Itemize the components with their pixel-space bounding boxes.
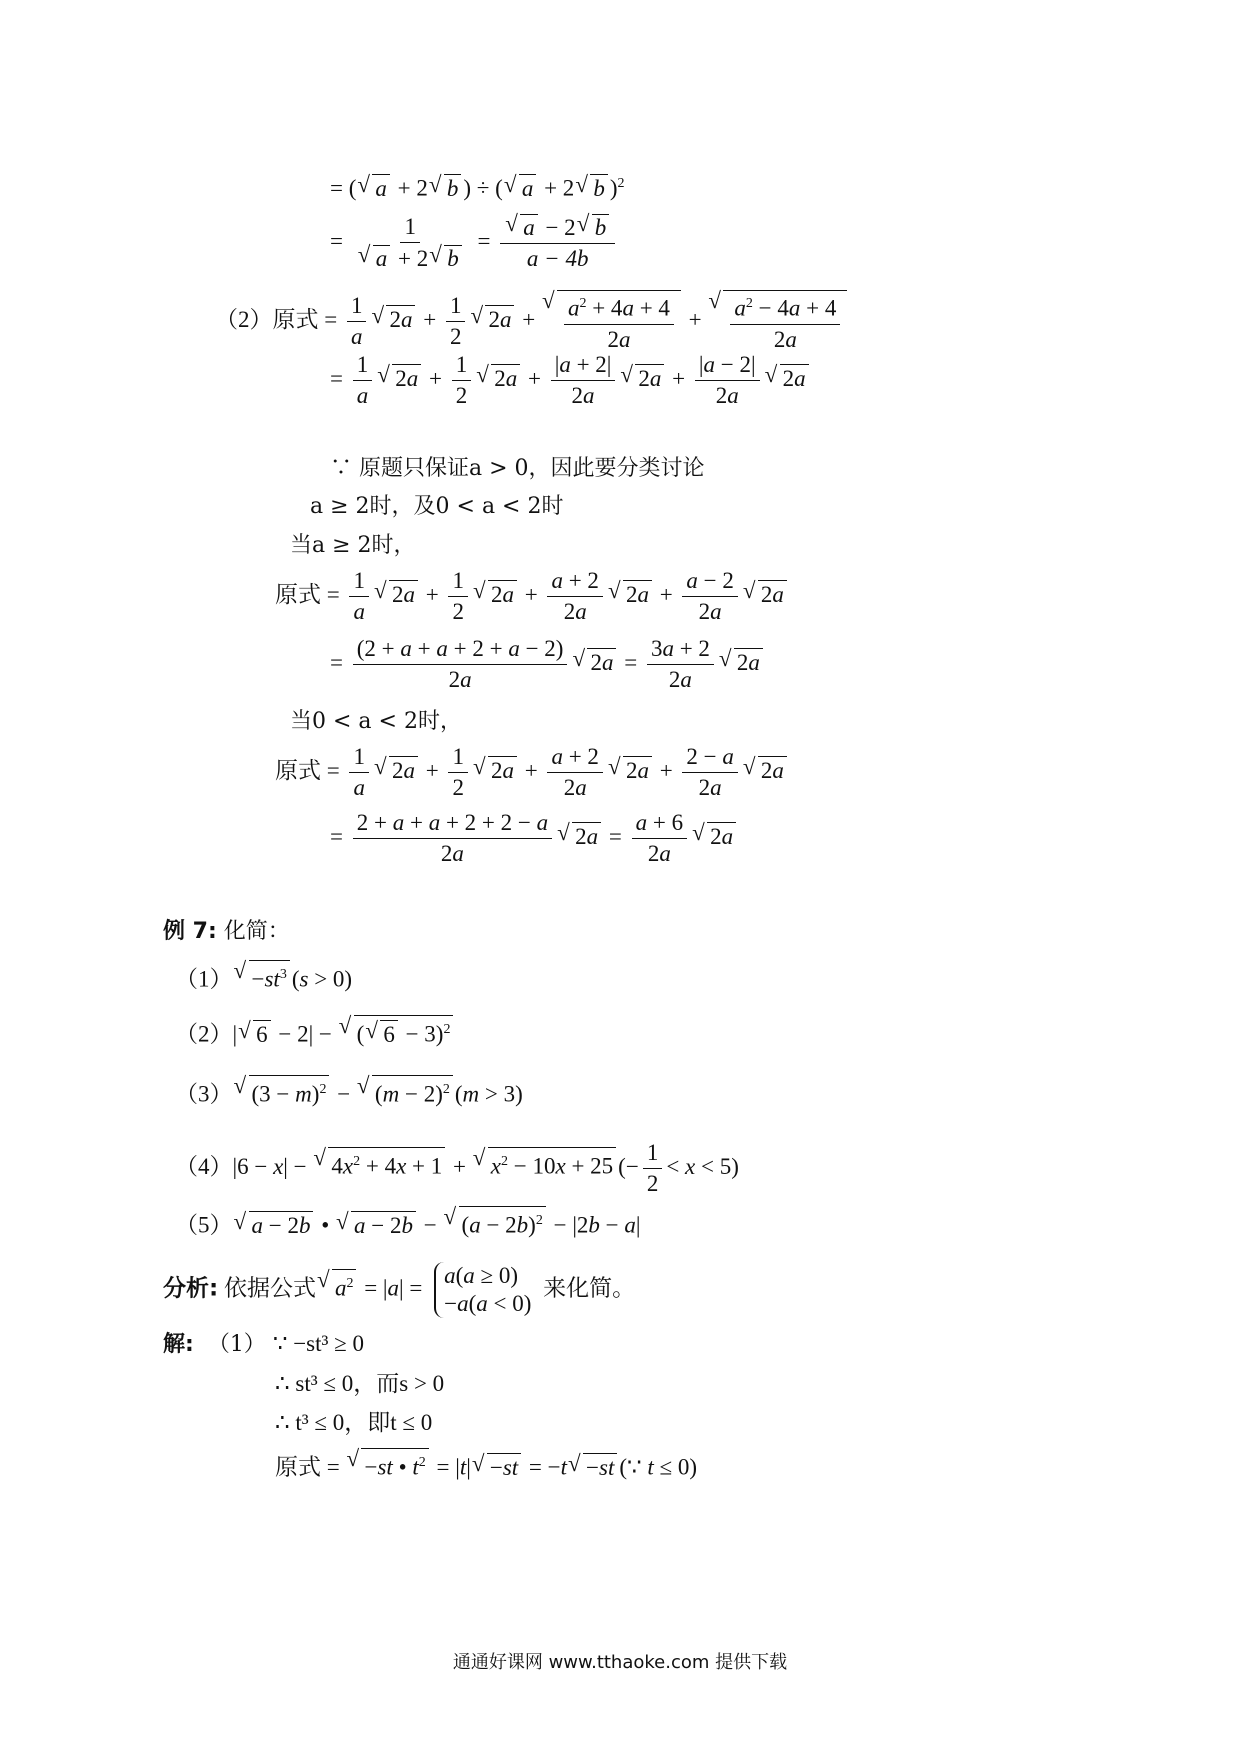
eq-case2-line1: 原式 = $\frac{1}{a}$ √ 2a + $\frac{1}{2}$ √ 2a + $\frac{a + 2}{2a}$ √ 2a + $\frac{2 - a}{2a}$ √ 2a [275,744,789,801]
ex7-item-2: （2）|√ 6 − 2| − √ (√ 6 − 3)$^2$ [175,1015,455,1049]
ex7-item-1: $(1)√ -st^3$ (s > 0) [175,960,352,994]
eq-case1-line2: = $\frac{(2 + a + a + 2 + a - 2)}{2a}$ √ 2a = $\frac{3a + 2}{2a}$ √ 2a [330,636,765,693]
case-note: ∵ 原题只保证a > 0，因此要分类讨论 [330,456,705,481]
solution-line-2: ∴ st³ ≤ 0，而s > 0 [275,1371,445,1396]
ex7-item-5: （5）√ a − 2b • √ a − 2b − √ $(a - 2b)^2 - |2b - a|$ [175,1206,641,1240]
eq-case2-line2: = $\frac{2 + a + a + 2 + 2 - a}{2a}$ √ 2a = $\frac{a + 6}{2a}$ √ 2a [330,810,738,867]
eq-part2-line2: = $\frac{1}{a}$ √ 2a + $\frac{1}{2}$ √ 2a + $\frac{|a + 2|}{2a}$ √ 2a + $\frac{|a - 2|}{2a}$ √ 2a [330,352,811,409]
eq-case1-line1: 原式 = $\frac{1}{a}$ √ 2a + $\frac{1}{2}$ √ 2a + $\frac{a + 2}{2a}$ √ 2a + $\frac{a - 2}{2a}$ √ 2a [275,568,789,625]
eq-part2-line1: （2）原式 = $\frac{1}{a}$ √ 2a + $\frac{1}{2}$ √ 2a + √ $\frac{a^2 + 4a + 4}{2a}$ + √ $\frac{a^2 - 4a + 4}{2a}$ [215,290,849,353]
solution-line-1: 解: （1） ∵ −st³ ≥ 0 [163,1331,365,1357]
ex7-item-4: （4）|6 − x| − √ $4x^2 + 4x + 1$ + √ $x^2 - 10x + 25$ (− $\frac{1}{2}$ < x < 5) [175,1140,739,1197]
case2-title: 当0 < a < 2时， [290,709,462,734]
page-footer: 通通好课网 www.tthaoke.com 提供下载 [452,1652,788,1673]
analysis-line: 分析: 依据公式√ $a^2 = |a|$ = a(a ≥ 0) −a(a < 0) 来化简。 [163,1262,635,1318]
solution-line-3: ∴ t³ ≤ 0，即t ≤ 0 [275,1410,433,1435]
solution-line-4: 原式 = √ −st • $t^2 = |t|√ -st = -t√ -st$ (∵ t ≤ 0) [275,1448,697,1482]
example7-heading: 例 7: 化简： [163,919,290,944]
case-split: a ≥ 2时，及0 < a < 2时 [310,494,564,519]
eq-line-1: = (√ a + 2√ b ) ÷ (√ a + 2√ b )$^2$ [330,170,624,203]
case1-title: 当a ≥ 2时， [290,533,416,558]
ex7-item-3: （3）√ $(3 - m)^2$ − √ $(m - 2)^2$ (m > 3) [175,1075,523,1109]
eq-line-2: = 1 √ a + 2√ b = √ $\frac{a - 2√ b}{a - 4b}$ [330,214,619,272]
